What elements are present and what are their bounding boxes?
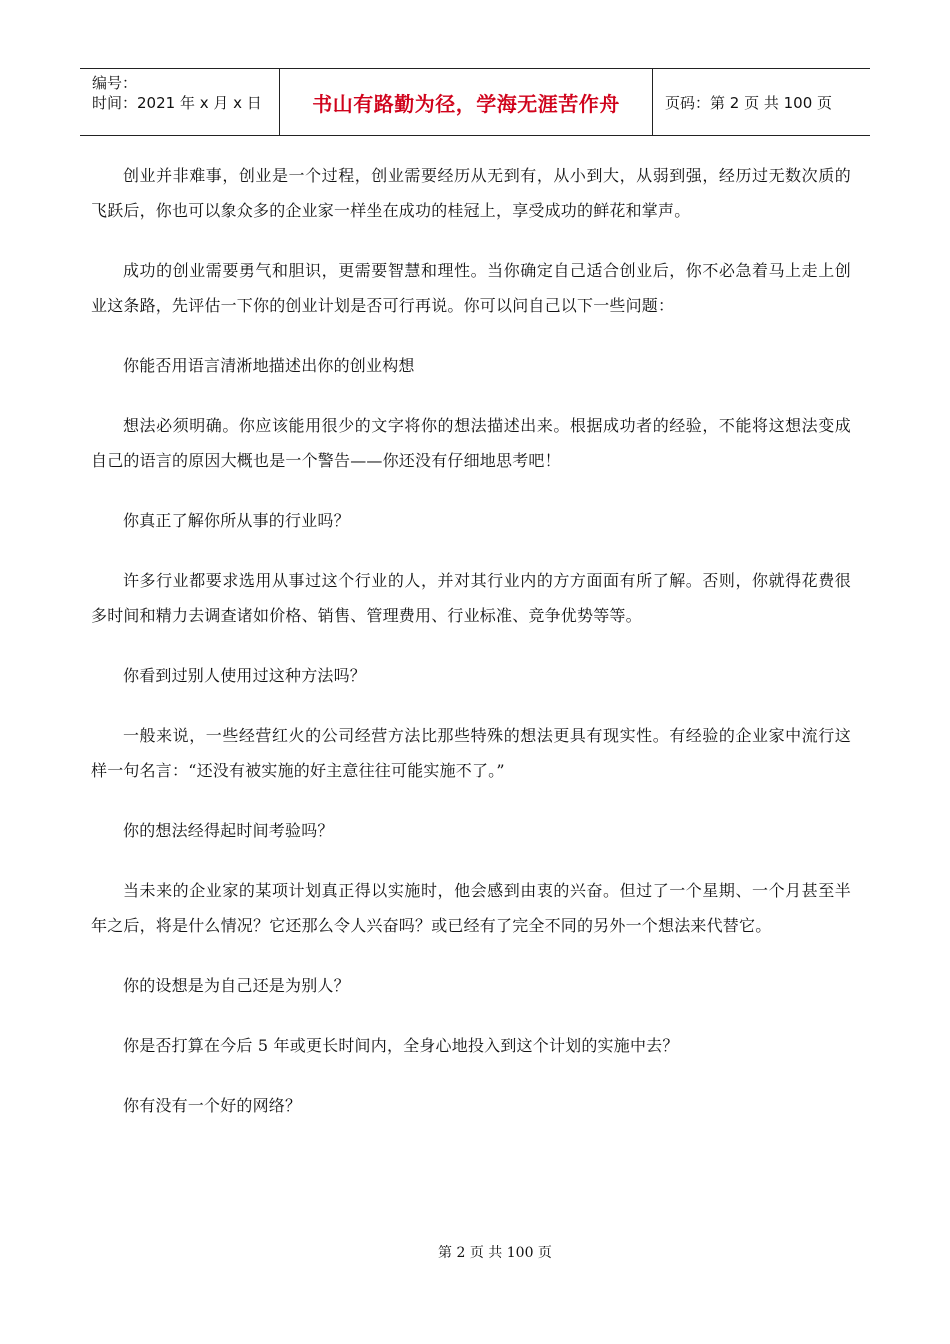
question-heading: 你真正了解你所从事的行业吗？ — [123, 511, 350, 530]
paragraph: 许多行业都要求选用从事过这个行业的人，并对其行业内的方方面面有所了解。否则，你就得花费很多时间和精力去调查诸如价格、销售、管理费用、行业标准、竞争优势等等。 — [91, 571, 851, 625]
paragraph: 当未来的企业家的某项计划真正得以实施时，他会感到由衷的兴奋。但过了一个星期、一个月甚至半年之后，将是什么情况？它还那么令人兴奋吗？或已经有了完全不同的另外一个想法来代替它。 — [91, 881, 851, 935]
paragraph: 想法必须明确。你应该能用很少的文字将你的想法描述出来。根据成功者的经验，不能将这想法变成自己的语言的原因大概也是一个警告——你还没有仔细地思考吧！ — [91, 416, 851, 470]
question-heading: 你看到过别人使用过这种方法吗？ — [123, 666, 367, 685]
question-heading: 你是否打算在今后 5 年或更长时间内，全身心地投入到这个计划的实施中去？ — [123, 1036, 679, 1055]
header-meta — [80, 69, 280, 135]
header-page-code: 页码：第 2 页 共 100 页 — [665, 93, 833, 112]
header-motto: 书山有路勤为径，学海无涯苦作舟 — [280, 69, 653, 135]
document-body — [91, 158, 851, 1148]
question-heading: 你的设想是为自己还是为别人？ — [123, 976, 350, 995]
paragraph: 成功的创业需要勇气和胆识，更需要智慧和理性。当你确定自己适合创业后，你不必急着马上走上创业这条路，先评估一下你的创业计划是否可行再说。你可以问自己以下一些问题： — [91, 261, 851, 315]
question-heading: 你能否用语言清淅地描述出你的创业构想 — [123, 356, 415, 375]
time-label: 时间：2021 年 x 月 x 日 — [92, 94, 262, 112]
question-heading: 你的想法经得起时间考验吗？ — [123, 821, 334, 840]
page-footer: 第 2 页 共 100 页 — [438, 1245, 552, 1261]
paragraph: 创业并非难事，创业是一个过程，创业需要经历从无到有，从小到大，从弱到强，经历过无数次质的飞跃后，你也可以象众多的企业家一样坐在成功的桂冠上，享受成功的鲜花和掌声。 — [91, 166, 851, 220]
document-header — [80, 68, 870, 136]
question-heading: 你有没有一个好的网络？ — [123, 1096, 302, 1115]
number-label: 编号： — [92, 74, 138, 92]
paragraph: 一般来说，一些经营红火的公司经营方法比那些特殊的想法更具有现实性。有经验的企业家中流行这样一句名言：“还没有被实施的好主意往往可能实施不了。” — [91, 726, 851, 780]
